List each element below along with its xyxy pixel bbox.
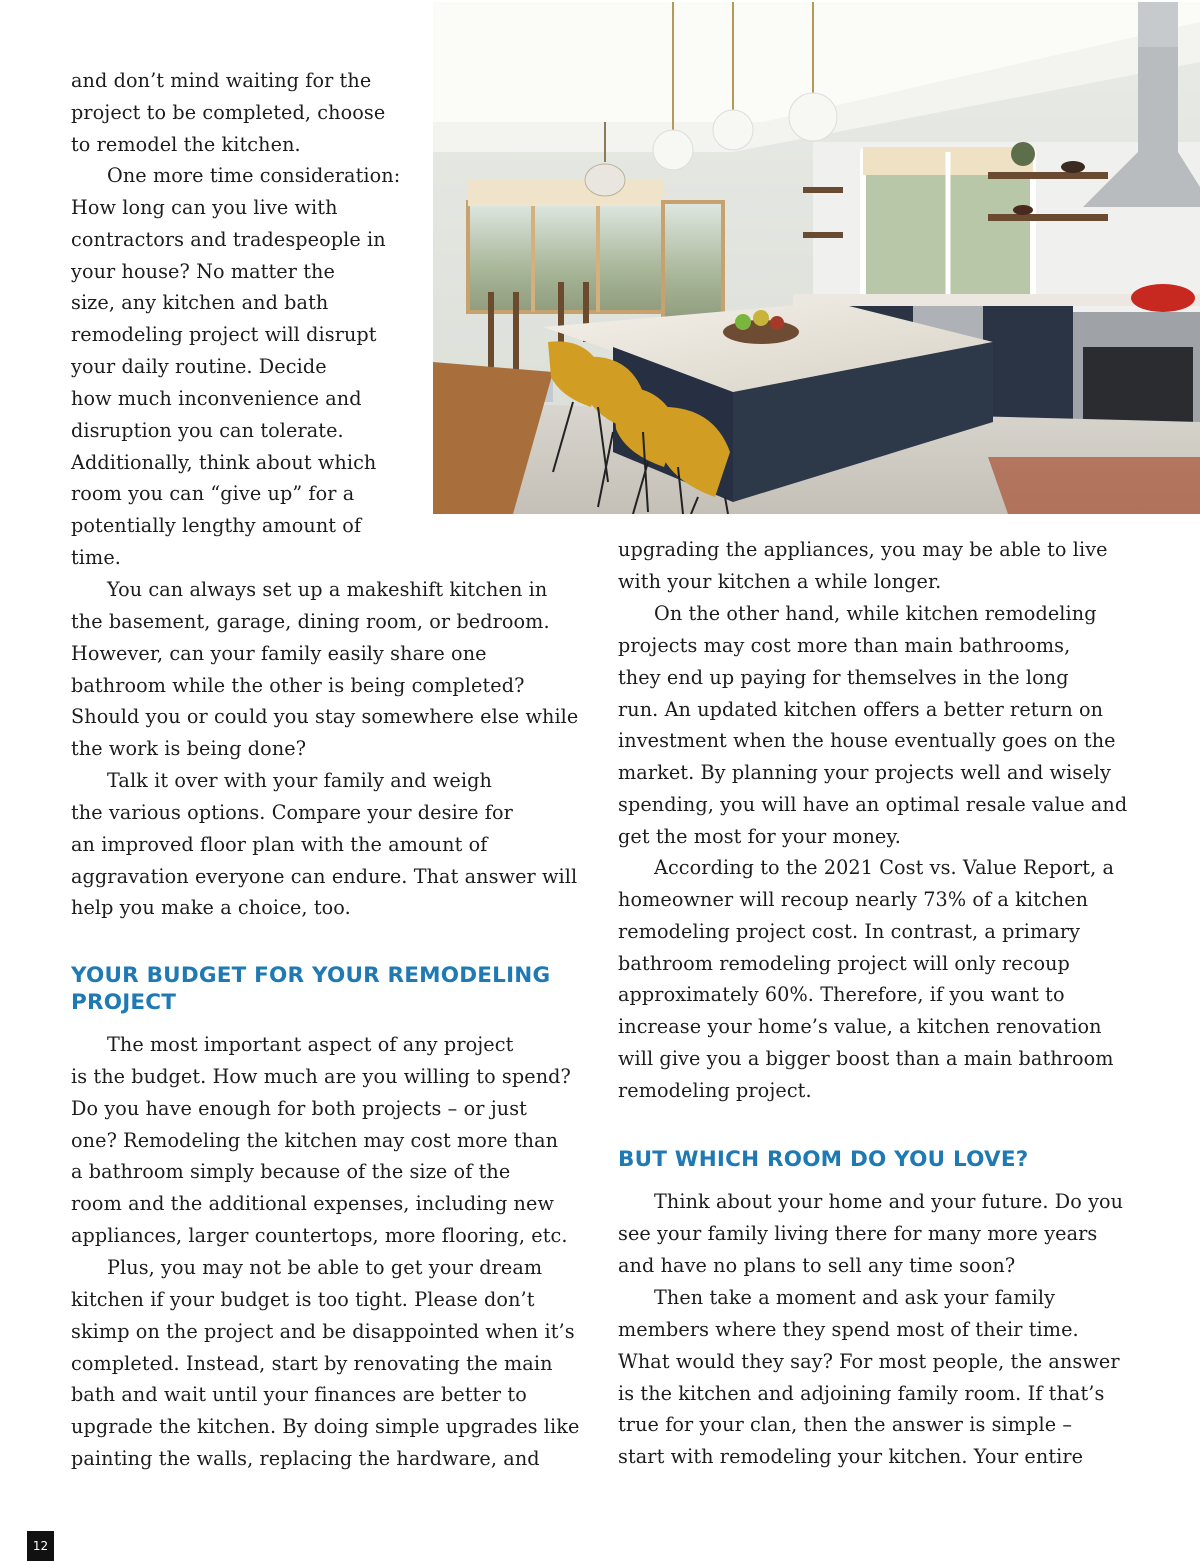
heading-line: YOUR BUDGET FOR YOUR REMODELING <box>71 963 551 988</box>
section-heading-budget <box>71 962 550 1016</box>
text-line: members where they spend most of their time. <box>618 1317 1079 1341</box>
text-line: What would they say? For most people, the answer <box>618 1349 1120 1373</box>
kitchen-photo <box>433 2 1200 514</box>
text-line: upgrading the appliances, you may be able to live <box>618 538 1108 561</box>
text-line: potentially lengthy amount of <box>71 514 362 538</box>
text-line: will give you a bigger boost than a main bathroom <box>618 1047 1114 1071</box>
text-line: size, any kitchen and bath <box>71 291 329 315</box>
text-line: one? Remodeling the kitchen may cost more than <box>71 1128 559 1152</box>
text-line: remodeling project cost. In contrast, a primary <box>618 919 1081 943</box>
text-line: upgrade the kitchen. By doing simple upgrades like <box>71 1415 580 1439</box>
text-line: your daily routine. Decide <box>71 355 327 379</box>
text-line: According to the 2021 Cost vs. Value Report, a <box>654 856 1115 879</box>
text-line: to remodel the kitchen. <box>71 132 301 156</box>
text-line: Plus, you may not be able to get your dream <box>107 1256 543 1279</box>
text-line: approximately 60%. Therefore, if you want to <box>618 983 1065 1007</box>
text-line: room you can “give up” for a <box>71 482 355 506</box>
text-line: Think about your home and your future. Do you <box>654 1190 1124 1213</box>
text-line: You can always set up a makeshift kitchen in <box>107 578 548 601</box>
text-line: the work is being done? <box>71 737 307 761</box>
text-line: and don’t mind waiting for the <box>71 69 372 92</box>
left-paragraph-1 <box>71 65 385 161</box>
text-line: How long can you live with <box>71 195 338 219</box>
text-line: skimp on the project and be disappointed when it’s <box>71 1319 575 1343</box>
text-line: projects may cost more than main bathrooms, <box>618 633 1071 657</box>
right-paragraph-3 <box>618 852 1114 1107</box>
page-number: 12 <box>27 1531 54 1561</box>
text-line: time. <box>71 546 121 570</box>
text-line: bath and wait until your finances are better to <box>71 1383 527 1407</box>
text-line: your house? No matter the <box>71 259 335 283</box>
text-line: market. By planning your projects well and wisely <box>618 761 1111 785</box>
text-line: true for your clan, then the answer is simple – <box>618 1413 1073 1437</box>
text-line: remodeling project will disrupt <box>71 323 377 347</box>
left-paragraph-3 <box>71 574 578 765</box>
text-line: investment when the house eventually goes on the <box>618 729 1116 753</box>
text-line: Additionally, think about which <box>71 450 377 474</box>
text-line: how much inconvenience and <box>71 386 362 410</box>
right-paragraph-1 <box>618 534 1108 598</box>
text-line: project to be completed, choose <box>71 100 386 124</box>
text-line: contractors and tradespeople in <box>71 227 386 251</box>
text-line: help you make a choice, too. <box>71 896 351 920</box>
text-line: Then take a moment and ask your family <box>654 1286 1056 1309</box>
text-line: remodeling project. <box>618 1078 812 1102</box>
text-line: with your kitchen a while longer. <box>618 569 942 593</box>
left-paragraph-6 <box>71 1252 579 1475</box>
text-line: an improved floor plan with the amount of <box>71 832 488 856</box>
text-line: see your family living there for many more years <box>618 1221 1098 1245</box>
text-line: is the kitchen and adjoining family room. If that’s <box>618 1381 1105 1405</box>
text-line: aggravation everyone can endure. That answer will <box>71 864 578 888</box>
right-paragraph-2 <box>618 598 1127 853</box>
text-line: One more time consideration: <box>107 164 401 187</box>
heading-line: PROJECT <box>71 990 177 1015</box>
text-line: bathroom while the other is being completed? <box>71 673 525 697</box>
text-line: room and the additional expenses, including new <box>71 1192 554 1216</box>
text-line: painting the walls, replacing the hardware, and <box>71 1447 540 1471</box>
text-line: spending, you will have an optimal resale value and <box>618 793 1128 817</box>
right-paragraph-5 <box>618 1282 1120 1473</box>
left-paragraph-5 <box>71 1029 571 1252</box>
text-line: the basement, garage, dining room, or bedroom. <box>71 609 550 633</box>
text-line: and have no plans to sell any time soon? <box>618 1253 1016 1277</box>
text-line: Do you have enough for both projects – or just <box>71 1096 527 1120</box>
text-line: completed. Instead, start by renovating the main <box>71 1351 553 1375</box>
left-paragraph-4 <box>71 765 577 924</box>
text-line: is the budget. How much are you willing to spend? <box>71 1064 571 1088</box>
text-line: appliances, larger countertops, more flooring, etc. <box>71 1224 568 1248</box>
text-line: bathroom remodeling project will only recoup <box>618 951 1070 975</box>
text-line: disruption you can tolerate. <box>71 418 344 442</box>
kitchen-illustration <box>433 2 1200 514</box>
section-heading-love: BUT WHICH ROOM DO YOU LOVE? <box>618 1147 1029 1172</box>
text-line: run. An updated kitchen offers a better return on <box>618 697 1104 721</box>
text-line: However, can your family easily share one <box>71 641 487 665</box>
text-line: the various options. Compare your desire for <box>71 800 513 824</box>
text-line: Talk it over with your family and weigh <box>107 769 492 792</box>
text-line: The most important aspect of any project <box>107 1033 514 1056</box>
text-line: kitchen if your budget is too tight. Please don’t <box>71 1287 535 1311</box>
text-line: they end up paying for themselves in the long <box>618 665 1069 689</box>
text-line: a bathroom simply because of the size of the <box>71 1160 511 1184</box>
right-paragraph-4 <box>618 1186 1123 1282</box>
text-line: start with remodeling your kitchen. Your entire <box>618 1445 1084 1469</box>
text-line: Should you or could you stay somewhere else while <box>71 705 579 729</box>
left-paragraph-2 <box>71 160 400 574</box>
text-line: increase your home’s value, a kitchen renovation <box>618 1015 1102 1039</box>
text-line: get the most for your money. <box>618 824 901 848</box>
text-line: homeowner will recoup nearly 73% of a kitchen <box>618 887 1089 911</box>
text-line: On the other hand, while kitchen remodeling <box>654 602 1097 625</box>
